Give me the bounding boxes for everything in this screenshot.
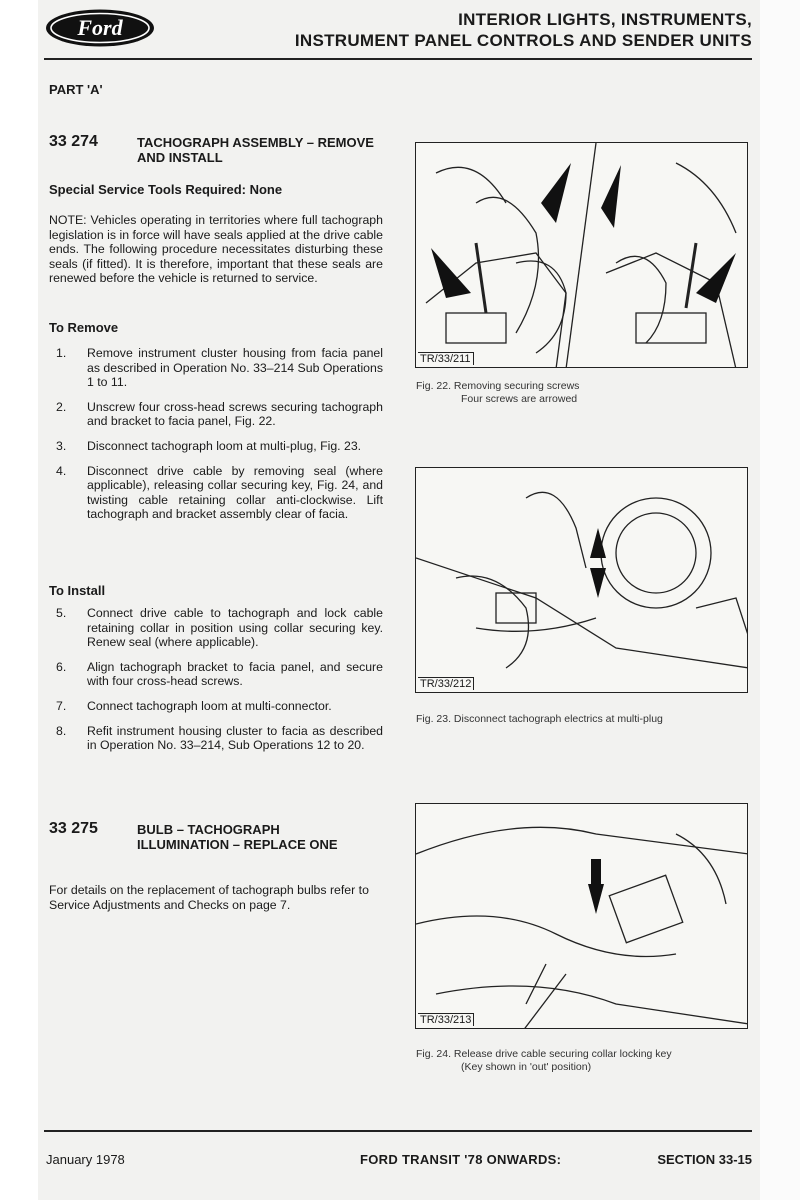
step-number: 3. <box>56 438 67 453</box>
step-text: Unscrew four cross-head screws securing tachograph and bracket to facia panel, Fig. 22. <box>87 399 383 429</box>
step-item <box>49 346 383 390</box>
step-number: 5. <box>56 606 67 620</box>
step-number: 8. <box>56 723 67 738</box>
step-text: Connect drive cable to tachograph and lock cable retaining collar in position using collar securing key. Renew seal (where applicable). <box>87 606 383 650</box>
figure-23-caption-line1: Fig. 23. Disconnect tachograph electrics at multi-plug <box>416 713 663 725</box>
step-item <box>49 439 383 454</box>
figure-22 <box>415 142 748 368</box>
step-item <box>49 660 383 689</box>
figure-22-drawing <box>416 143 748 368</box>
figure-23-caption <box>416 713 663 726</box>
figure-23-label: TR/33/212 <box>418 677 474 690</box>
page-header-title <box>170 9 752 51</box>
section-274-heading <box>49 133 377 165</box>
step-text: Align tachograph bracket to facia panel, and secure with four cross-head screws. <box>87 659 383 689</box>
step-item <box>49 400 383 429</box>
figure-22-caption <box>416 380 579 406</box>
figure-22-caption-line1: Fig. 22. Removing securing screws <box>416 380 580 392</box>
section-275-number: 33 275 <box>49 820 98 837</box>
figure-24-label: TR/33/213 <box>418 1013 474 1026</box>
figure-23 <box>415 467 748 693</box>
step-text: Connect tachograph loom at multi-connector. <box>87 698 332 713</box>
figure-24 <box>415 803 748 1029</box>
figure-22-caption-line2: Four screws are arrowed <box>461 393 578 405</box>
step-item <box>49 464 383 522</box>
footer-rule <box>44 1130 752 1132</box>
figure-24-caption <box>416 1048 672 1074</box>
step-text: Disconnect tachograph loom at multi-plug, Fig. 23. <box>87 438 362 453</box>
install-heading: To Install <box>49 583 106 598</box>
step-text: Refit instrument housing cluster to facia as described in Operation No. 33–214, Sub Operations 12 to 20. <box>87 723 383 753</box>
section-275-heading <box>49 820 357 852</box>
section-275-title: BULB – TACHOGRAPH ILLUMINATION – REPLACE ONE <box>137 822 338 852</box>
step-number: 2. <box>56 399 67 414</box>
header-rule <box>44 58 752 60</box>
figure-23-drawing <box>416 468 748 693</box>
figure-24-drawing <box>416 804 748 1029</box>
footer-title: FORD TRANSIT '78 ONWARDS: <box>360 1152 562 1167</box>
step-text: Remove instrument cluster housing from facia panel as described in Operation No. 33–214 Sub Operations 1 to 11. <box>87 346 383 390</box>
step-number: 6. <box>56 659 67 674</box>
logo-text: Ford <box>77 15 123 40</box>
figure-22-label: TR/33/211 <box>418 352 474 365</box>
step-text: Disconnect drive cable by removing seal (where applicable), releasing collar securing key, Fig. 24, and twisting cable retaining collar anti-clockwise. Lift tachograph and bracket assembly clear of facia. <box>87 463 383 522</box>
step-item <box>49 606 383 650</box>
page-edge <box>760 0 800 1200</box>
ford-logo <box>44 8 156 48</box>
figure-24-caption-line2: (Key shown in 'out' position) <box>461 1061 592 1073</box>
remove-heading: To Remove <box>49 320 119 335</box>
figure-24-caption-line1: Fig. 24. Release drive cable securing collar locking key <box>416 1048 672 1060</box>
step-number: 4. <box>56 463 67 478</box>
tools-required: Special Service Tools Required: None <box>49 182 283 197</box>
header-title-line2: INSTRUMENT PANEL CONTROLS AND SENDER UNITS <box>294 31 752 50</box>
step-number: 7. <box>56 698 67 713</box>
header-title-line1: INTERIOR LIGHTS, INSTRUMENTS, <box>458 10 752 29</box>
section-274-number: 33 274 <box>49 133 98 150</box>
step-item <box>49 699 383 714</box>
part-label: PART 'A' <box>49 82 103 97</box>
section-274-title: TACHOGRAPH ASSEMBLY – REMOVE AND INSTALL <box>137 135 374 165</box>
step-number: 1. <box>56 346 67 360</box>
step-item <box>49 724 383 753</box>
footer-date: January 1978 <box>46 1152 125 1167</box>
note-paragraph: NOTE: Vehicles operating in territories where full tachograph legislation is in force will have seals applied at the drive cable ends. The following procedure necessitates disturbing these seals (if fitted). It is therefore, important that these seals are renewed before the vehicle is returned to service. <box>49 213 383 286</box>
footer-section: SECTION 33-15 <box>657 1152 752 1167</box>
install-steps-list <box>49 606 383 763</box>
bulb-paragraph: For details on the replacement of tachograph bulbs refer to Service Adjustments and Checks on page 7. <box>49 883 369 912</box>
remove-steps-list <box>49 346 383 532</box>
